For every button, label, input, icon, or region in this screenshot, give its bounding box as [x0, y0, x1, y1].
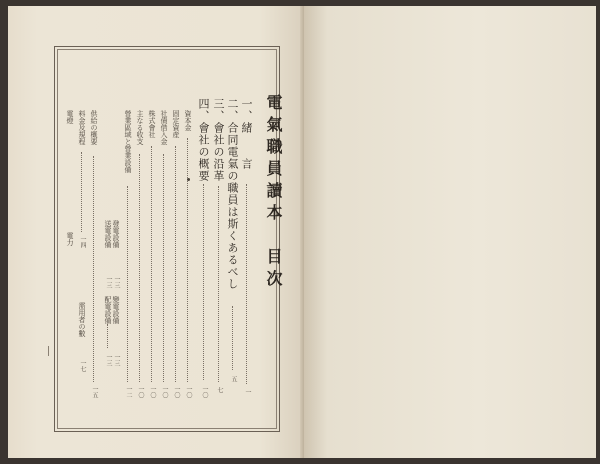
toc-leader: [107, 324, 108, 348]
toc-subentry: 發電設備: [112, 220, 120, 248]
toc-page-number: 一七: [79, 360, 86, 372]
toc-leader: [246, 184, 247, 384]
toc-page-number: 一〇: [149, 386, 156, 398]
toc-page-number: 一〇: [161, 386, 168, 398]
toc-page-number: 一三: [105, 276, 112, 288]
toc-leader: [218, 186, 219, 382]
toc-page-number: 五: [230, 376, 237, 382]
toc-leader: [175, 146, 176, 382]
toc-leader: [139, 154, 140, 382]
toc-page-number: 一五: [91, 386, 98, 398]
toc-leader: [187, 138, 188, 382]
toc-chapter-2: 二、合同電氣の職員は斯くあるべし: [226, 98, 239, 290]
toc-subentry: 電力: [66, 232, 74, 246]
toc-subentry: 配電設備: [104, 296, 112, 324]
toc-entry: 株式會社: [148, 110, 156, 138]
toc-chapter-3: 三、會社の沿革: [212, 98, 225, 182]
toc-subentry: 需用者の數: [78, 302, 86, 337]
toc-entry: 營業區域と營業設備: [124, 110, 132, 173]
toc-leader: [151, 146, 152, 382]
toc-chapter-4: 四、會社の概要: [197, 98, 210, 182]
toc-leader: [81, 152, 82, 232]
toc-subentry: 料金及規程: [78, 110, 86, 145]
toc-page-number: 一三: [113, 276, 120, 288]
right-page: [304, 6, 596, 458]
toc-leader: [93, 156, 94, 382]
toc-subentry: 變電設備: [112, 296, 120, 324]
toc-page-number: 七: [216, 387, 223, 393]
toc-page-number: 一三: [113, 354, 120, 366]
left-page: [8, 6, 304, 458]
toc-entry: 主なる收支: [136, 110, 144, 145]
toc-page-number: 一: [244, 389, 251, 395]
toc-leader: [232, 306, 233, 370]
toc-page-number: 一〇: [173, 386, 180, 398]
bullet-mark: [187, 178, 190, 181]
book-spread: [8, 6, 596, 458]
page-mark: [48, 346, 49, 356]
toc-page-number: 一〇: [137, 386, 144, 398]
toc-page-number: 一〇: [185, 386, 192, 398]
toc-title: 電氣職員讀本 目次: [264, 94, 283, 292]
toc-chapter-1: 一、緒 言: [240, 98, 253, 170]
toc-entry: 資本金: [184, 110, 192, 131]
toc-entry: 供給の概要: [90, 110, 98, 145]
toc-leader: [127, 186, 128, 382]
toc-page-number: 一〇: [201, 386, 208, 398]
toc-leader: [203, 184, 204, 380]
toc-leader: [163, 154, 164, 382]
toc-page-number: 一二: [125, 386, 132, 398]
toc-page-number: 一四: [79, 236, 86, 248]
toc-subentry: 送電設備: [104, 220, 112, 248]
toc-entry: 固定資産: [172, 110, 180, 138]
toc-entry: 社債借入金: [160, 110, 168, 145]
toc-subentry: 電燈: [66, 110, 74, 124]
toc-page-number: 一三: [105, 354, 112, 366]
